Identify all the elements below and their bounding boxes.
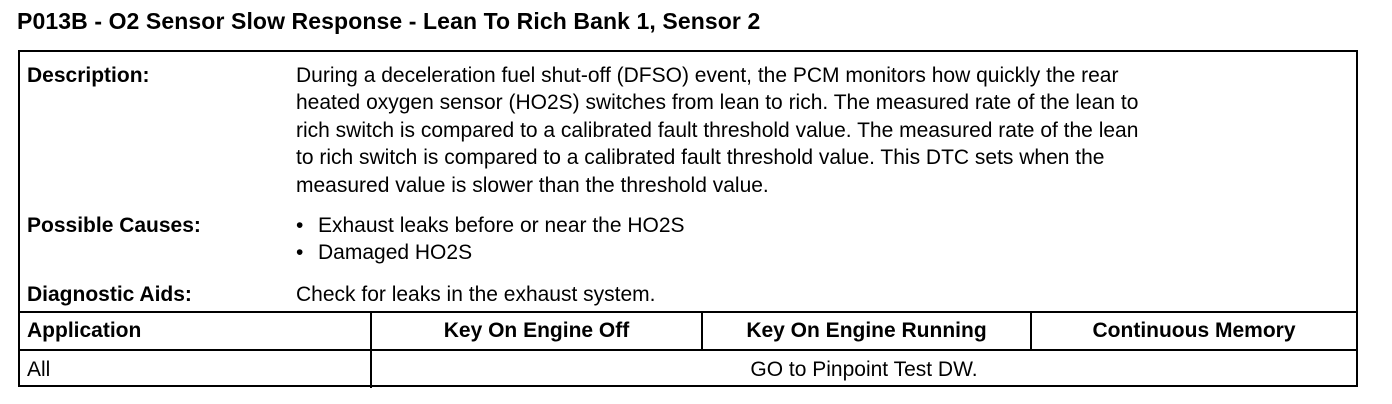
possible-causes-label: Possible Causes: (27, 214, 201, 237)
table-row (20, 350, 1356, 388)
column-header-koeo: Key On Engine Off (371, 312, 702, 350)
list-item (296, 212, 1356, 239)
description-label: Description: (27, 64, 150, 87)
cause-text: Exhaust leaks before or near the HO2S (318, 214, 685, 237)
description-line: heated oxygen sensor (HO2S) switches from lean to rich. The measured rate of the lean to (296, 91, 1139, 115)
column-header-continuous-memory: Continuous Memory (1031, 312, 1356, 350)
bullet-icon: • (296, 214, 304, 237)
description-line: measured value is slower than the threshold value. (296, 173, 769, 197)
description-line: to rich switch is compared to a calibrated fault threshold value. This DTC sets when the (296, 146, 1105, 170)
column-header-koer: Key On Engine Running (702, 312, 1031, 350)
dtc-info-frame (18, 50, 1358, 387)
diagnostic-aids-line: Check for leaks in the exhaust system. (296, 283, 656, 306)
pinpoint-test-link[interactable]: GO to Pinpoint Test DW. (371, 350, 1356, 388)
cause-text: Damaged HO2S (318, 241, 473, 265)
diagnostic-aids-label: Diagnostic Aids: (27, 283, 192, 306)
diagnostic-aids-text (296, 281, 1356, 308)
page-title: P013B - O2 Sensor Slow Response - Lean To Rich Bank 1, Sensor 2 (17, 8, 761, 34)
application-cell: All (20, 350, 371, 388)
description-text (296, 62, 1356, 199)
description-line: During a deceleration fuel shut-off (DFSO) event, the PCM monitors how quickly the rear (296, 64, 1119, 87)
list-item (296, 239, 1356, 266)
table-header-row (20, 312, 1356, 350)
test-table (20, 311, 1356, 388)
possible-causes-list (296, 212, 1356, 267)
dtc-info-section (20, 52, 1356, 311)
bullet-icon: • (296, 241, 304, 265)
column-header-application: Application (20, 312, 371, 350)
description-line: rich switch is compared to a calibrated fault threshold value. The measured rate of the lean (296, 118, 1139, 142)
